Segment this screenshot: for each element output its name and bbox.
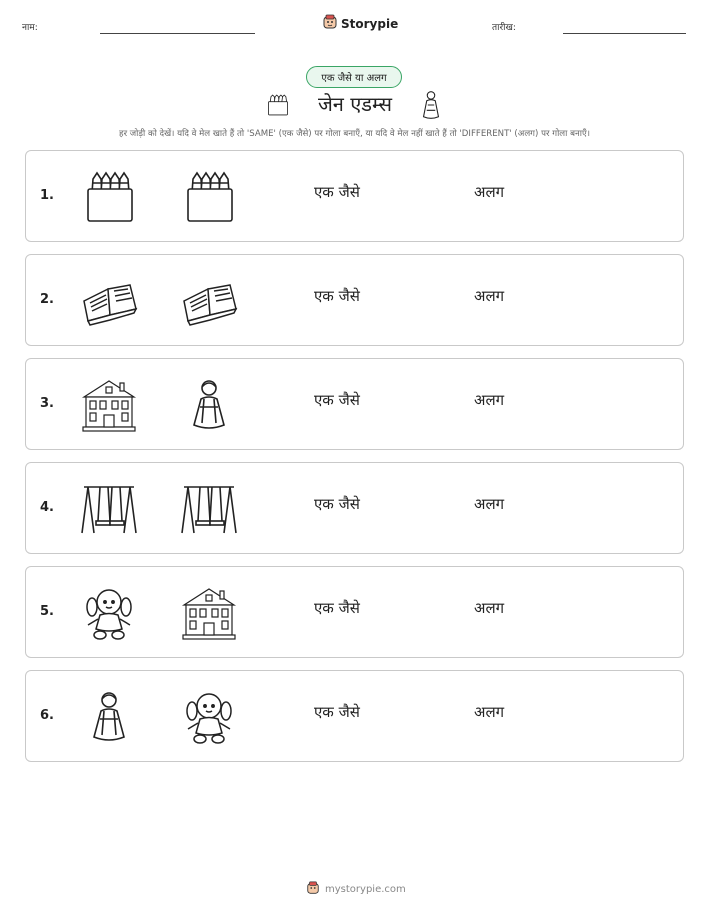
house-icon <box>180 585 238 641</box>
question-row-6 <box>25 670 684 762</box>
crayons-icon <box>80 169 138 225</box>
book-icon <box>80 273 138 329</box>
book-icon <box>180 273 238 329</box>
swing-icon <box>80 481 138 537</box>
doll-icon <box>80 689 138 745</box>
same-option[interactable]: एक जैसे <box>314 495 360 513</box>
footer <box>306 880 406 899</box>
date-field-line[interactable] <box>563 33 686 34</box>
instructions-text: हर जोड़ी को देखें। यदि वे मेल खाते हैं तो 'SAME' (एक जैसे) पर गोला बनाएँ, या यदि वे मेल नहीं खाते हैं तो 'DIFFERENT' (अलग) पर गोला बनाएँ। <box>119 129 590 139</box>
storypie-logo-icon <box>306 880 320 899</box>
same-option[interactable]: एक जैसे <box>314 599 360 617</box>
question-row-4 <box>25 462 684 554</box>
different-option[interactable]: अलग <box>474 391 505 409</box>
different-option[interactable]: अलग <box>474 599 505 617</box>
question-number: 1. <box>40 188 54 203</box>
question-row-3 <box>25 358 684 450</box>
name-label: नाम: <box>22 23 38 33</box>
same-option[interactable]: एक जैसे <box>314 287 360 305</box>
question-row-5 <box>25 566 684 658</box>
different-option[interactable]: अलग <box>474 703 505 721</box>
different-option[interactable]: अलग <box>474 495 505 513</box>
question-number: 2. <box>40 292 54 307</box>
rag-doll-icon <box>80 585 138 641</box>
question-row-1 <box>25 150 684 242</box>
question-number: 4. <box>40 500 54 515</box>
crayons-icon <box>266 92 290 122</box>
question-number: 3. <box>40 396 54 411</box>
same-option[interactable]: एक जैसे <box>314 703 360 721</box>
rag-doll-icon <box>180 689 238 745</box>
question-row-2 <box>25 254 684 346</box>
worksheet-type-badge: एक जैसे या अलग <box>306 66 402 88</box>
brand-name: Storypie <box>341 17 399 31</box>
brand-logo <box>322 14 398 34</box>
crayons-icon <box>180 169 238 225</box>
house-icon <box>80 377 138 433</box>
swing-icon <box>180 481 238 537</box>
page-title: जेन एडम्स <box>317 92 393 116</box>
different-option[interactable]: अलग <box>474 287 505 305</box>
same-option[interactable]: एक जैसे <box>314 183 360 201</box>
same-option[interactable]: एक जैसे <box>314 391 360 409</box>
question-number: 5. <box>40 604 54 619</box>
question-number: 6. <box>40 708 54 723</box>
footer-website[interactable]: mystorypie.com <box>325 884 406 895</box>
date-label: तारीख: <box>492 23 516 33</box>
storypie-logo-icon <box>322 14 338 34</box>
doll-icon <box>420 89 442 125</box>
doll-icon <box>180 377 238 433</box>
different-option[interactable]: अलग <box>474 183 505 201</box>
name-field-line[interactable] <box>100 33 255 34</box>
